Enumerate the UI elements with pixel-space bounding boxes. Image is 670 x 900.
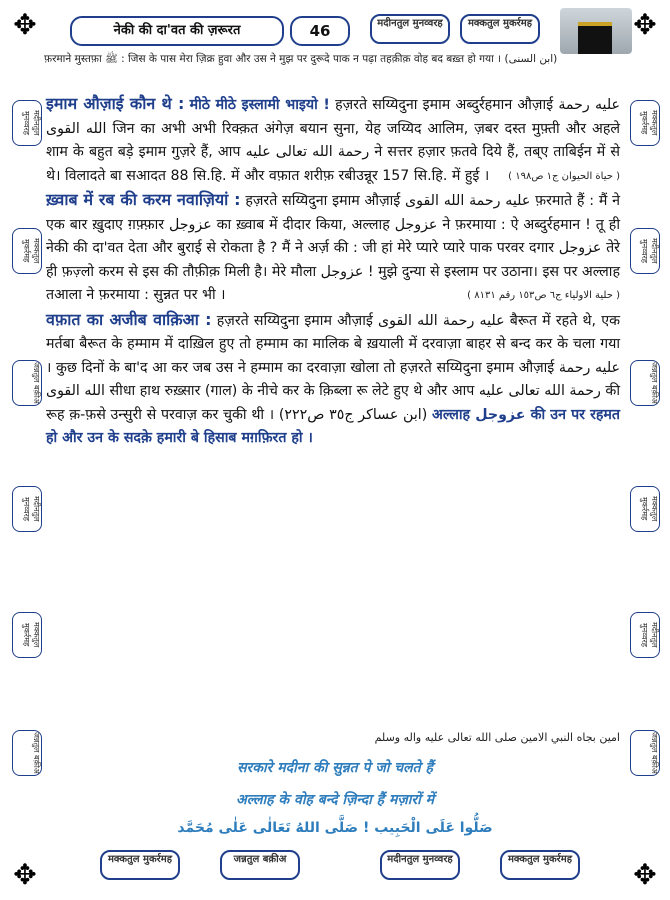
dua-line: امين بجاه النبي الامين صلى الله تعالى عليه واله وسلم — [374, 731, 620, 744]
section-text: हज़रते सय्यिदुना इमाम औज़ाई عليه رحمة الله القوى फ़रमाते हैं : मैं ने एक बार ख़ुदाए ग़फ़्फ़ार عزوجل का ख़्वाब में दीदार किया, अल्लाह عزوجل ने फ़रमाया : ऐ अब्दुर्रहमान ! तू ही नेकी की दा'वत देता और बुराई से रोकता है ? मैं ने अर्ज़ की : जी हां मेरे प्यारे प्यारे पाक परवर दगार عزوجل तेरे ही फ़ज़्लो करम से इस की तौफ़ीक़ मिली है। मेरे मौला عزوجل ! मुझे दुन्या से इस्लाम पर उठाना। इस पर अल्लाह तआला ने फ़रमाया : सुन्नत पर भी । — [46, 193, 620, 303]
couplet-line-2: अल्लाह के वोह बन्दे ज़िन्दा हैं मज़ारों में — [236, 792, 434, 808]
corner-ornament-icon: ✥ — [13, 858, 37, 891]
salutation-line: صَلُّوا عَلَى الْحَبِيب ! صَلَّى اللهُ تَعَالٰى عَلٰى مُحَمَّد — [177, 820, 493, 836]
reference: ( حلية الاولياء ج٦ ص١٥٣ رقم ٨١٣١ ) — [467, 290, 620, 301]
side-tag: मदीनतुल मुनव्वरह — [12, 100, 42, 146]
side-tag: मक्कतुल मुकर्रमह — [630, 100, 660, 146]
kaaba-image — [560, 8, 632, 54]
footer-tag-baqi: जन्नतुल बक़ीअ — [220, 850, 300, 880]
page-header — [40, 14, 630, 50]
side-tag: मदीनतुल मुनव्वरह — [12, 486, 42, 532]
section-text: हज़रते सय्यिदुना इमाम अब्दुर्रहमान औज़ाई عليه رحمة الله القوى जिन का अभी अभी रिक्क़त अंगेज़ बयान सुना, येह जय्यिद आलिम, ज़बर दस्त मुफ़्ती और अहले शाम के बहुत बड़े इमाम गुज़रे हैं, आप رحمة الله تعالى عليه ने सत्तर हज़ार फ़तवे दिये हैं, तब्ए ताबिईन में से थे। विलादते बा सआदत 88 सि.हि. में और वफ़ात शरीफ़ रबीउन्नूर 157 सि.हि. में हुई । — [46, 97, 621, 184]
footer-tag-makkah: मक्कतुल मुकर्रमह — [100, 850, 180, 880]
side-tag: मक्कतुल मुकर्रमह — [12, 612, 42, 658]
corner-ornament-icon: ✥ — [13, 8, 37, 41]
section-lead: मीठे मीठे इस्लामी भाइयो ! — [189, 97, 330, 113]
article-body — [46, 92, 620, 451]
section-heading: इमाम औज़ाई कौन थे : — [46, 94, 185, 113]
side-tag: मक्कतुल मुकर्रमह — [630, 486, 660, 532]
reference: ( حياة الحيوان ج١ ص١٩٨ ) — [508, 170, 620, 182]
intro-hadith: फ़रमाने मुस्तफ़ा ﷺ : जिस के पास मेरा ज़िक्र हुवा और उस ने मुझ पर दुरूदे पाक न पढ़ा तहक़ीक़ वोह बद बख़्त हो गया । (ابن السنی) — [44, 53, 558, 65]
footer-tag-madina: मदीनतुल मुनव्वरह — [380, 850, 460, 880]
kaaba-icon — [578, 22, 612, 54]
section-imam-auzai — [46, 92, 620, 188]
side-tag: जन्नतुल बक़ीअ — [630, 730, 660, 776]
corner-ornament-icon: ✥ — [633, 858, 657, 891]
section-heading: वफ़ात का अजीब वाक़िआ : — [46, 309, 212, 329]
header-tag-makkah: मक्कतुल मुकर्रमह — [460, 14, 540, 44]
footer-tag-makkah-2: मक्कतुल मुकर्रमह — [500, 850, 580, 880]
section-demise — [46, 308, 620, 451]
section-heading: ख़्वाब में रब की करम नवाज़ियां : — [46, 190, 241, 209]
couplet-line-1: सरकारे मदीना की सुन्नत पे जो चलते हैं — [237, 760, 433, 776]
closing-prayer: अल्लाह عزوجل की उन पर रहमत हो और उन के सदक़े हमारी बे हिसाब मग़फ़िरत हो । — [46, 406, 620, 446]
page-number: 46 — [290, 16, 350, 46]
side-tag: जन्नतुल बक़ीअ — [12, 360, 42, 406]
side-tag: जन्नतुल बक़ीअ — [12, 730, 42, 776]
side-tag: मक्कतुल मुकर्रमह — [12, 228, 42, 274]
side-tag: मदीनतुल मुनव्वरह — [630, 228, 660, 274]
page-title: नेकी की दा'वत की ज़रूरत — [70, 16, 284, 46]
corner-ornament-icon: ✥ — [633, 8, 657, 41]
side-tag: जन्नतुल बक़ीअ — [630, 360, 660, 406]
section-dream — [46, 188, 620, 308]
header-tag-madina: मदीनतुल मुनव्वरह — [370, 14, 450, 44]
section-text: हज़रते सय्यिदुना इमाम औज़ाई عليه رحمة الله القوى बैरूत में रहते थे, एक मर्तबा बैरूत के हम्माम में दाख़िल हुए तो हम्माम का मालिक बे ख़याली में दरवाज़ा बाहर से बन्द कर के चला गया । कुछ दिनों के बा'द आ कर जब उस ने हम्माम का दरवाज़ा खोला तो हज़रते सय्यिदुना इमाम औज़ाई عليه رحمة الله القوى सीधा हाथ रुख़्सार (गाल) के नीचे कर के क़िब्ला रू लेटे हुए थे और आप رحمة الله تعالى عليه की रूह क़-फ़से उन्सुरी से परवाज़ कर चुकी थी । (ابن عساكر ج٣٥ ص٢٢٢) — [46, 312, 620, 423]
side-tag: मदीनतुल मुनव्वरह — [630, 612, 660, 658]
